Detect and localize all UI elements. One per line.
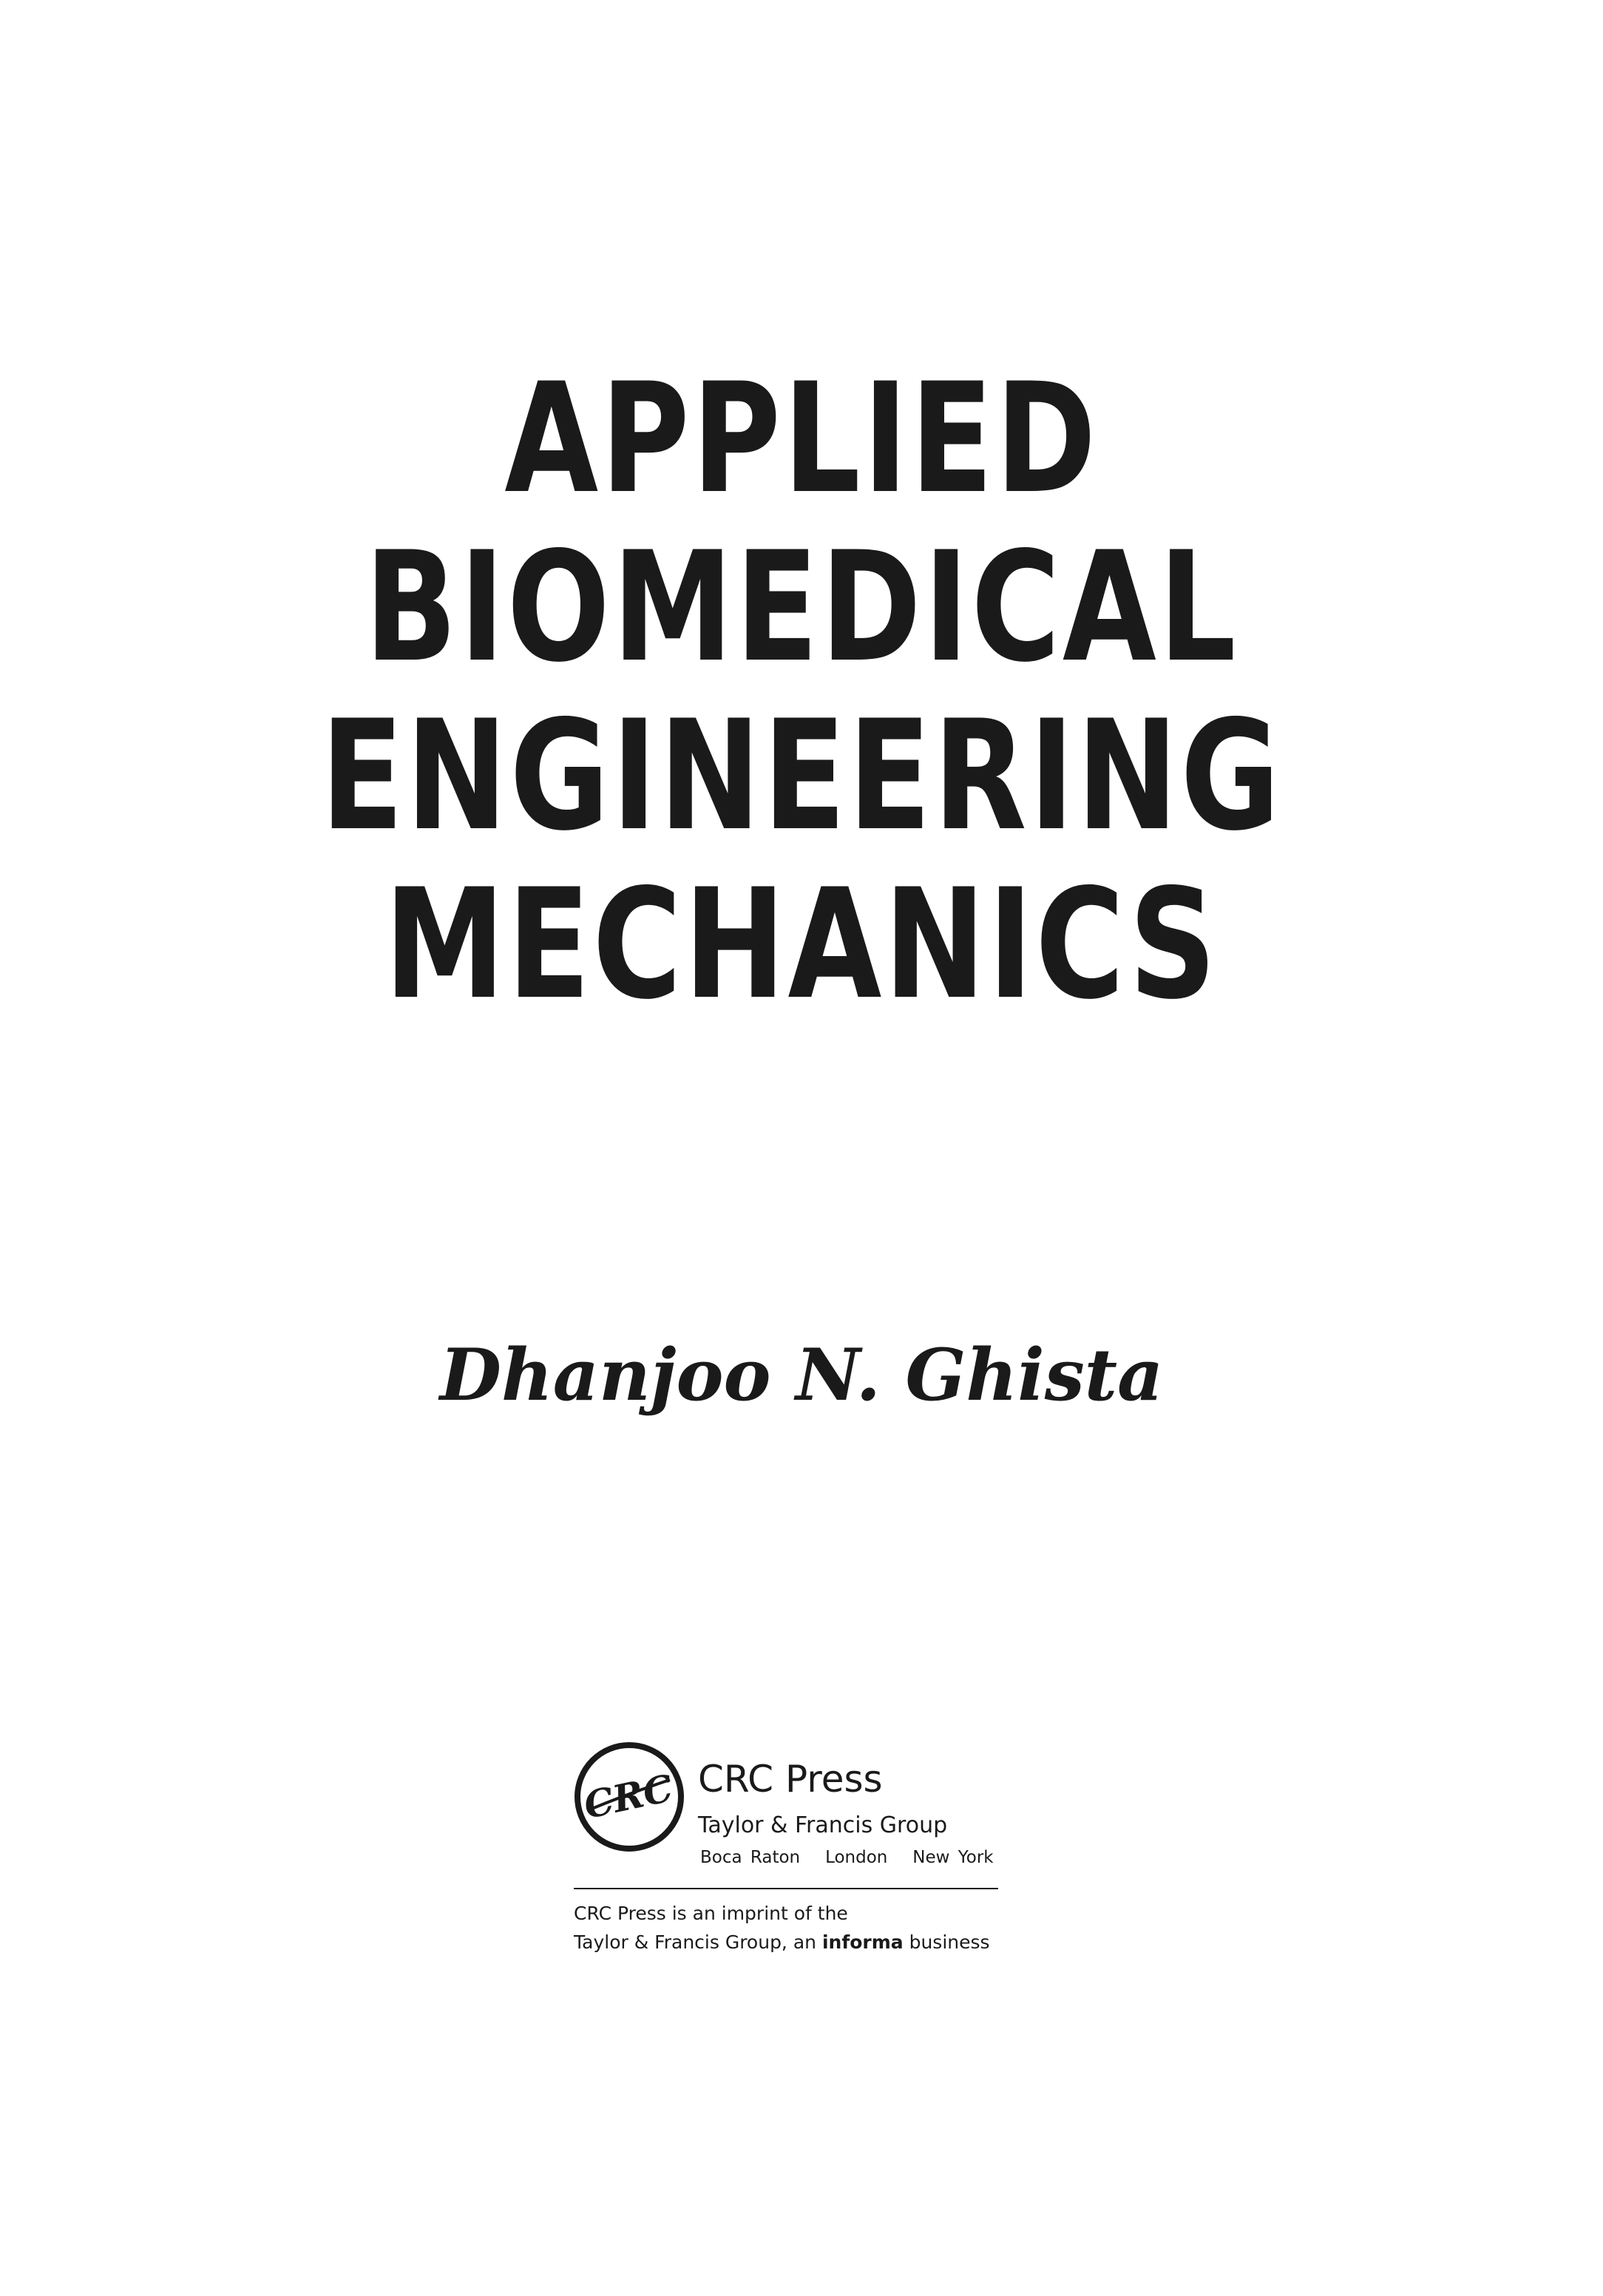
author-name: Dhanjoo N. Ghista [439, 1333, 1164, 1417]
divider [574, 1888, 998, 1889]
title-line-4: MECHANICS [384, 857, 1219, 1033]
informa-brand: informa [821, 1931, 904, 1953]
title-line-3: ENGINEERING [320, 688, 1283, 864]
publisher-group: Taylor & Francis Group [698, 1812, 948, 1838]
publisher-cities: Boca Raton London New York [700, 1848, 994, 1867]
imprint-line-2 [574, 1928, 990, 1957]
publisher-block [574, 1741, 1017, 1985]
imprint-line-2-prefix: Taylor & Francis Group, an [574, 1931, 816, 1953]
crc-logo-icon [574, 1741, 685, 1852]
imprint-line-2-suffix: business [909, 1931, 990, 1953]
crc-logo-text: CRC [580, 1766, 677, 1828]
title-line-2: BIOMEDICAL [365, 520, 1238, 696]
publisher-name: CRC Press [698, 1758, 883, 1801]
imprint-line-1: CRC Press is an imprint of the [574, 1903, 848, 1924]
book-title [0, 351, 1603, 1033]
title-line-1: APPLIED [504, 351, 1099, 527]
imprint-note [574, 1899, 990, 1957]
